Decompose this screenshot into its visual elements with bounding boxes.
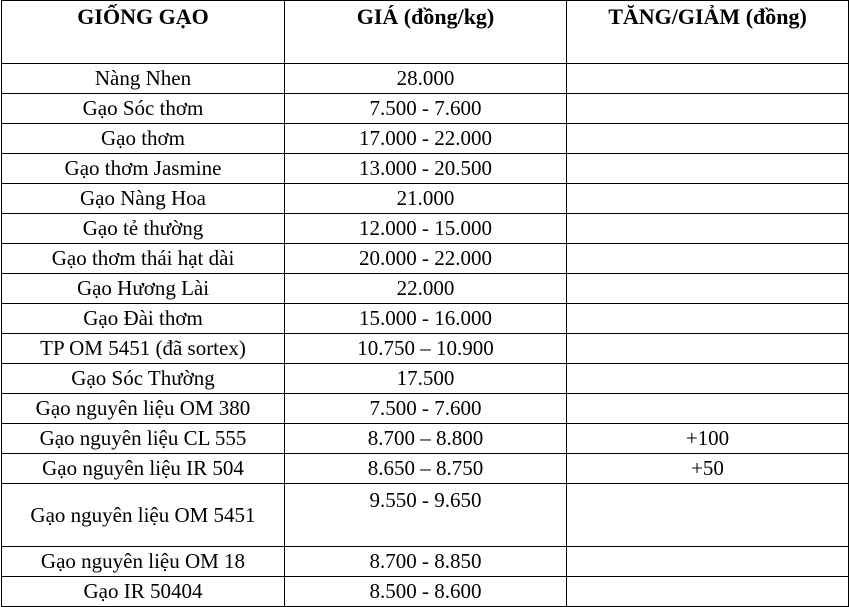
table-row bbox=[2, 274, 849, 304]
table-row bbox=[2, 154, 849, 184]
rice-variety-cell: Gạo nguyên liệu IR 504 bbox=[2, 454, 285, 484]
table-row bbox=[2, 64, 849, 94]
rice-variety-cell: Gạo Hương Lài bbox=[2, 274, 285, 304]
change-cell bbox=[567, 124, 849, 154]
table-row bbox=[2, 454, 849, 484]
rice-variety-cell: Gạo nguyên liệu CL 555 bbox=[2, 424, 285, 454]
table-row bbox=[2, 577, 849, 607]
change-cell bbox=[567, 364, 849, 394]
change-cell bbox=[567, 184, 849, 214]
price-cell: 8.700 - 8.850 bbox=[285, 547, 567, 577]
table-row bbox=[2, 214, 849, 244]
change-cell bbox=[567, 64, 849, 94]
table-row bbox=[2, 484, 849, 547]
change-cell: +50 bbox=[567, 454, 849, 484]
change-cell bbox=[567, 547, 849, 577]
rice-variety-cell: Gạo Nàng Hoa bbox=[2, 184, 285, 214]
change-cell bbox=[567, 214, 849, 244]
change-cell bbox=[567, 334, 849, 364]
price-cell: 22.000 bbox=[285, 274, 567, 304]
price-cell: 8.700 – 8.800 bbox=[285, 424, 567, 454]
price-cell: 21.000 bbox=[285, 184, 567, 214]
rice-variety-cell: Nàng Nhen bbox=[2, 64, 285, 94]
rice-price-table bbox=[1, 0, 849, 607]
price-cell: 9.550 - 9.650 bbox=[285, 484, 567, 547]
rice-variety-cell: Gạo nguyên liệu OM 380 bbox=[2, 394, 285, 424]
change-cell: +100 bbox=[567, 424, 849, 454]
rice-variety-cell: Gạo Sóc Thường bbox=[2, 364, 285, 394]
price-cell: 10.750 – 10.900 bbox=[285, 334, 567, 364]
table-row bbox=[2, 124, 849, 154]
price-cell: 13.000 - 20.500 bbox=[285, 154, 567, 184]
change-cell bbox=[567, 154, 849, 184]
table-row bbox=[2, 394, 849, 424]
table-row bbox=[2, 547, 849, 577]
change-cell bbox=[567, 304, 849, 334]
rice-variety-cell: Gạo thơm Jasmine bbox=[2, 154, 285, 184]
change-cell bbox=[567, 274, 849, 304]
table-row bbox=[2, 94, 849, 124]
change-cell bbox=[567, 394, 849, 424]
price-cell: 17.500 bbox=[285, 364, 567, 394]
rice-variety-cell: Gạo thơm thái hạt dài bbox=[2, 244, 285, 274]
price-cell: 8.650 – 8.750 bbox=[285, 454, 567, 484]
price-cell: 17.000 - 22.000 bbox=[285, 124, 567, 154]
table-row bbox=[2, 334, 849, 364]
table-row bbox=[2, 364, 849, 394]
price-cell: 8.500 - 8.600 bbox=[285, 577, 567, 607]
change-cell bbox=[567, 244, 849, 274]
rice-variety-cell: Gạo thơm bbox=[2, 124, 285, 154]
rice-variety-cell: Gạo Sóc thơm bbox=[2, 94, 285, 124]
price-cell: 28.000 bbox=[285, 64, 567, 94]
header-change: TĂNG/GIẢM (đồng) bbox=[567, 1, 849, 64]
change-cell bbox=[567, 94, 849, 124]
change-cell bbox=[567, 484, 849, 547]
price-cell: 7.500 - 7.600 bbox=[285, 394, 567, 424]
price-cell: 15.000 - 16.000 bbox=[285, 304, 567, 334]
header-row bbox=[2, 1, 849, 64]
rice-variety-cell: TP OM 5451 (đã sortex) bbox=[2, 334, 285, 364]
table-row bbox=[2, 424, 849, 454]
rice-variety-cell: Gạo Đài thơm bbox=[2, 304, 285, 334]
price-cell: 20.000 - 22.000 bbox=[285, 244, 567, 274]
table-row bbox=[2, 184, 849, 214]
header-price: GIÁ (đồng/kg) bbox=[285, 1, 567, 64]
header-rice-variety: GIỐNG GẠO bbox=[2, 1, 285, 64]
rice-variety-cell: Gạo tẻ thường bbox=[2, 214, 285, 244]
price-cell: 12.000 - 15.000 bbox=[285, 214, 567, 244]
rice-variety-cell: Gạo IR 50404 bbox=[2, 577, 285, 607]
rice-variety-cell: Gạo nguyên liệu OM 5451 bbox=[2, 484, 285, 547]
table-row bbox=[2, 304, 849, 334]
change-cell bbox=[567, 577, 849, 607]
rice-variety-cell: Gạo nguyên liệu OM 18 bbox=[2, 547, 285, 577]
table-body bbox=[2, 64, 849, 607]
table-row bbox=[2, 244, 849, 274]
price-cell: 7.500 - 7.600 bbox=[285, 94, 567, 124]
